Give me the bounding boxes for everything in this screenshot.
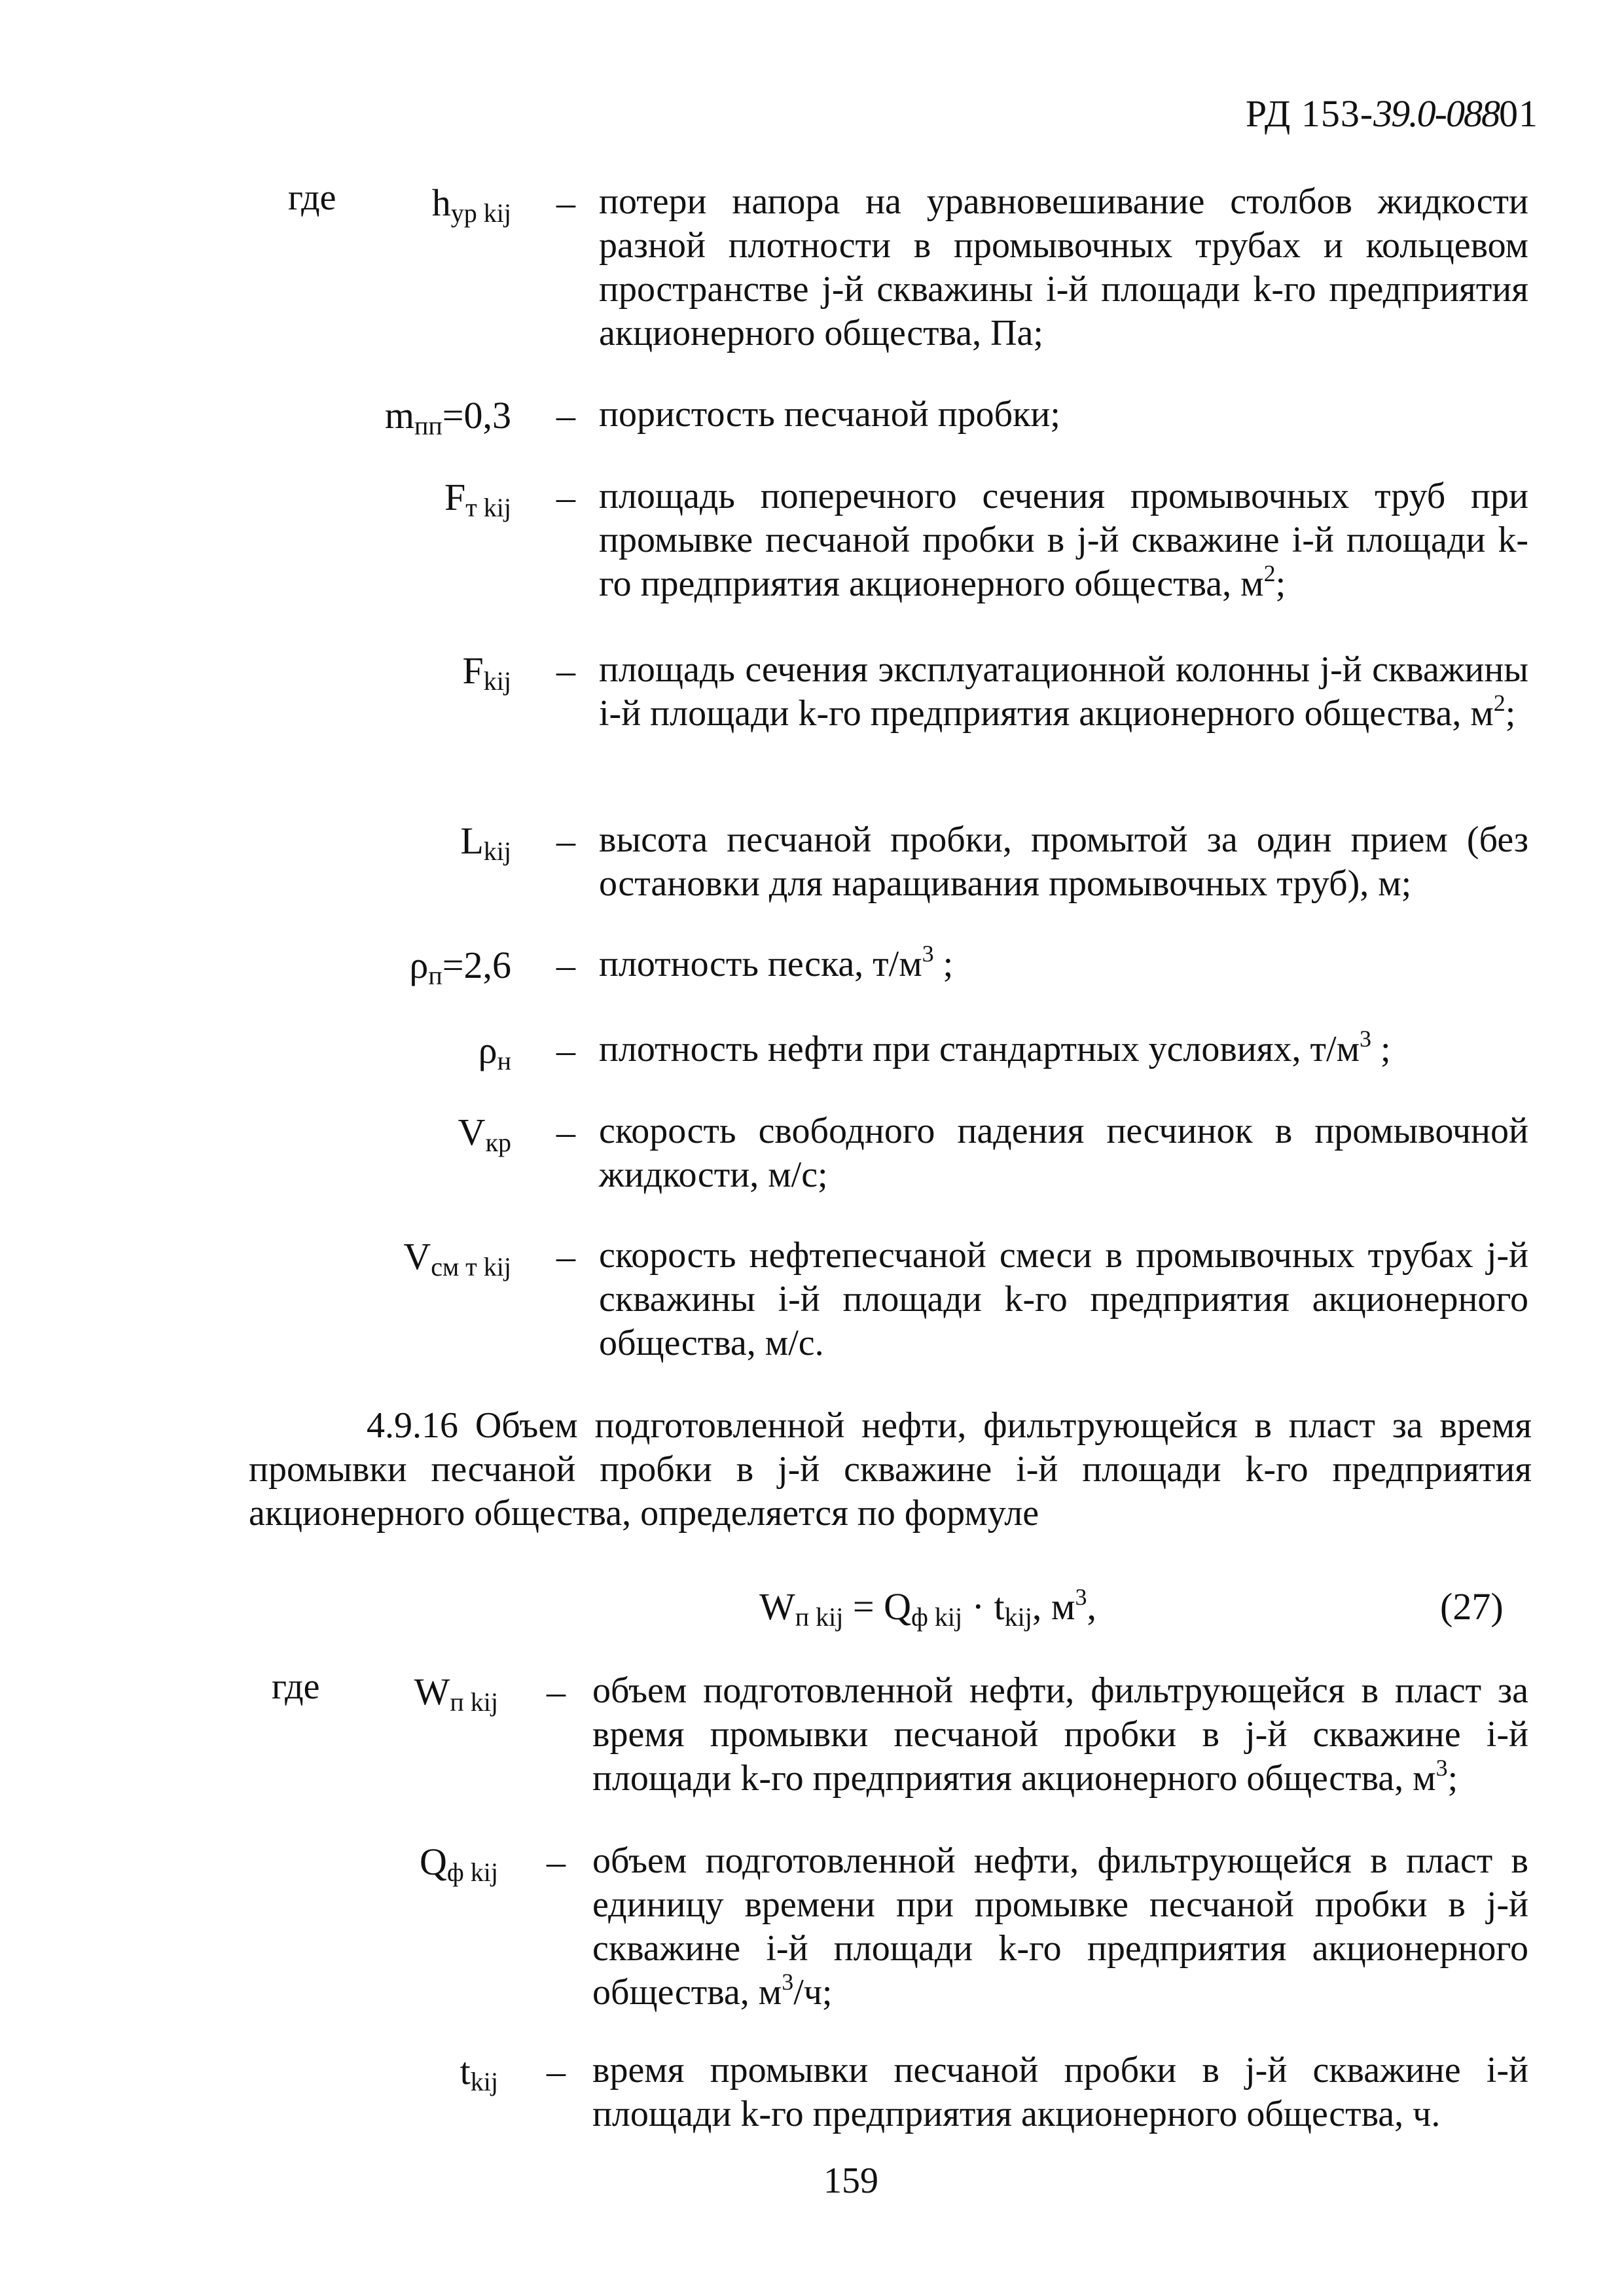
symbol: $t_{kij}$ [460, 2050, 498, 2096]
symbol: $V_{кр}$ [458, 1111, 511, 1157]
definition-text: скорость нефтепесчаной смеси в промывочных трубах j-й скважины i-й площади k-го предприятия акционерного общества, м/с. [599, 1235, 1528, 1363]
dash: – [556, 1029, 575, 1071]
definition-text: скорость свободного падения песчинок в промывочной жидкости, м/с; [599, 1111, 1528, 1195]
dash: – [556, 181, 575, 224]
symbol: $\rho_н$ [478, 1029, 511, 1075]
where-label: где [272, 1666, 320, 1707]
dash: – [547, 1670, 566, 1713]
doc-code-prefix: РД 153- [1245, 92, 1374, 135]
definition-text: потери напора на уравновешивание столбов жидкости разной плотности в промывочных трубах и кольцевом пространстве j-й скважины i-й площади k-го предприятия акционерного общества, Па; [599, 181, 1528, 353]
symbol: $W_{п kij}$ [414, 1670, 498, 1717]
definition-text: высота песчаной пробки, промытой за один прием (без остановки для наращивания промывочных труб), м; [599, 819, 1528, 904]
symbol: $h_{ур kij}$ [431, 181, 511, 228]
symbol: $\rho_п=2,6$ [409, 944, 511, 990]
definition-text: площадь сечения эксплуатационной колонны j-й скважины i-й площади k-го предприятия акционерного общества, $м^2$; [599, 649, 1528, 734]
section-paragraph: 4.9.16 Объем подготовленной нефти, фильтрующейся в пласт за время промывки песчаной пробки в j-й скважине i-й площади k-го предприятия акционерного общества, определяется по формуле [249, 1405, 1532, 1534]
definition-text: площадь поперечного сечения промывочных труб при промывке песчаной пробки в j-й скважине i-й площади k-го предприятия акционерного общества, $м^2$; [599, 476, 1528, 604]
symbol: $F_{kij}$ [462, 649, 511, 696]
definition-text: пористость песчаной пробки; [599, 394, 1060, 435]
dash: – [556, 649, 575, 692]
definition-text: плотность нефти при стандартных условиях, $т/м^3$ ; [599, 1026, 1391, 1069]
dash: – [556, 394, 575, 437]
doc-code-suffix: 01 [1499, 92, 1538, 135]
dash: – [556, 1235, 575, 1278]
where-label: где [288, 177, 336, 218]
symbol: $V_{см т kij}$ [403, 1235, 511, 1282]
document-code [1172, 92, 1538, 135]
doc-code-handwritten-mid: 088 [1446, 92, 1499, 135]
formula-number: (27) [1440, 1585, 1504, 1628]
dash: – [556, 1111, 575, 1153]
symbol: $Q_{ф kij}$ [419, 1840, 498, 1887]
page-number: 159 [823, 2161, 878, 2201]
dash: – [556, 944, 575, 986]
definition-text: объем подготовленной нефти, фильтрующейся в пласт в единицу времени при промывке песчаной пробки в j-й скважине i-й площади k-го предприятия акционерного общества, $м^3/ч$; [592, 1840, 1528, 2013]
doc-code-handwritten: 39.0- [1373, 92, 1446, 135]
definition-text: плотность песка, $т/м^3$ ; [599, 941, 954, 984]
dash: – [556, 819, 575, 862]
formula: $W_{п kij} = Q_{ф kij} \cdot t_{kij}$, $м^3$, [759, 1584, 1097, 1632]
dash: – [547, 1840, 566, 1883]
dash: – [547, 2050, 566, 2092]
symbol: $F_{т kij}$ [444, 476, 511, 522]
symbol: $m_{пп}=0,3$ [384, 394, 511, 440]
definition-text: время промывки песчаной пробки в j-й скважине i-й площади k-го предприятия акционерного общества, ч. [592, 2050, 1528, 2134]
dash: – [556, 476, 575, 518]
symbol: $L_{kij}$ [460, 819, 511, 866]
definition-text: объем подготовленной нефти, фильтрующейся в пласт за время промывки песчаной пробки в j-й скважине i-й площади k-го предприятия акционерного общества, $м^3$; [592, 1670, 1528, 1799]
